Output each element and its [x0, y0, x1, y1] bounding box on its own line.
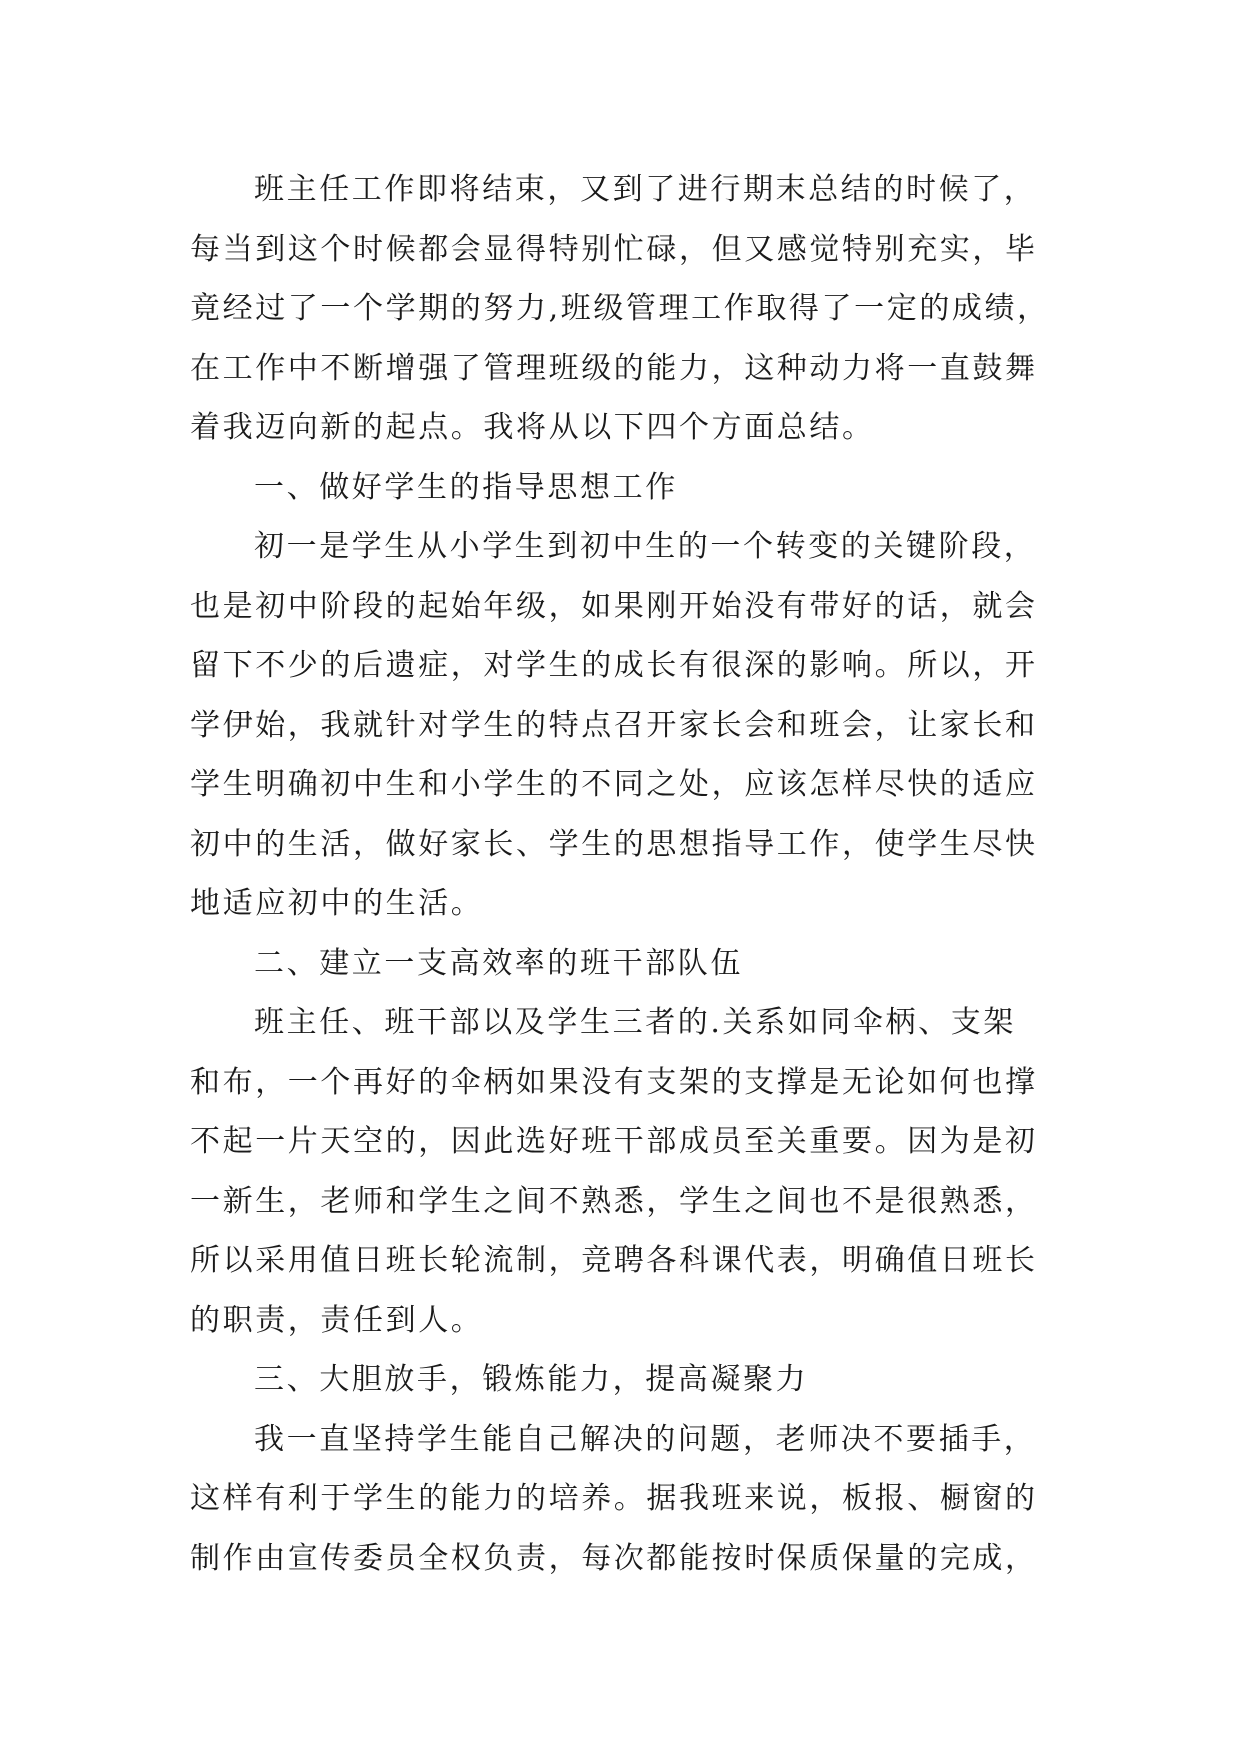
text-line: 初一是学生从小学生到初中生的一个转变的关键阶段，	[254, 529, 1037, 564]
text-line: 学伊始，我就针对学生的特点召开家长会和班会，让家长和	[190, 707, 1038, 743]
text-line: 这样有利于学生的能力的培养。据我班来说，板报、橱窗的	[190, 1481, 1038, 1516]
heading-text: 一、做好学生的指导思想工作	[254, 469, 678, 505]
text-line: 制作由宣传委员全权负责，每次都能按时保质保量的完成，	[190, 1540, 1038, 1576]
text-line: 我一直坚持学生能自己解决的问题，老师决不要插手，	[254, 1421, 1037, 1457]
text-line: 初中的生活，做好家长、学生的思想指导工作，使学生尽快	[190, 826, 1038, 862]
heading-text: 二、建立一支高效率的班干部队伍	[254, 945, 743, 981]
paragraph	[190, 993, 1070, 1350]
section-heading	[190, 1350, 1070, 1410]
text-line: 班主任、班干部以及学生三者的.关系如同伞柄、支架	[254, 1005, 1016, 1040]
heading-text: 三、大胆放手，锻炼能力，提高凝聚力	[254, 1362, 809, 1397]
text-line: 竟经过了一个学期的努力,班级管理工作取得了一定的成绩，	[190, 291, 1050, 326]
text-line: 学生明确初中生和小学生的不同之处，应该怎样尽快的适应	[190, 767, 1038, 802]
section-heading	[190, 458, 1070, 518]
paragraph	[190, 160, 1070, 458]
paragraph	[190, 517, 1070, 934]
text-line: 班主任工作即将结束，又到了进行期末总结的时候了，	[254, 172, 1037, 207]
text-line: 在工作中不断增强了管理班级的能力，这种动力将一直鼓舞	[190, 350, 1038, 386]
text-line: 留下不少的后遗症，对学生的成长有很深的影响。所以，开	[190, 648, 1038, 683]
text-line: 地适应初中的生活。	[190, 886, 484, 921]
text-line: 着我迈向新的起点。我将从以下四个方面总结。	[190, 410, 875, 445]
text-line: 也是初中阶段的起始年级，如果刚开始没有带好的话，就会	[190, 588, 1038, 624]
document-body	[190, 160, 1070, 1588]
text-line: 不起一片天空的，因此选好班干部成员至关重要。因为是初	[190, 1124, 1038, 1159]
text-line: 每当到这个时候都会显得特别忙碌，但又感觉特别充实，毕	[190, 231, 1038, 267]
text-line: 的职责，责任到人。	[190, 1302, 484, 1338]
text-line: 和布，一个再好的伞柄如果没有支架的支撑是无论如何也撑	[190, 1064, 1038, 1100]
text-line: 一新生，老师和学生之间不熟悉，学生之间也不是很熟悉，	[190, 1183, 1038, 1219]
text-line: 所以采用值日班长轮流制，竞聘各科课代表，明确值日班长	[190, 1243, 1038, 1278]
section-heading	[190, 934, 1070, 994]
paragraph	[190, 1410, 1070, 1589]
